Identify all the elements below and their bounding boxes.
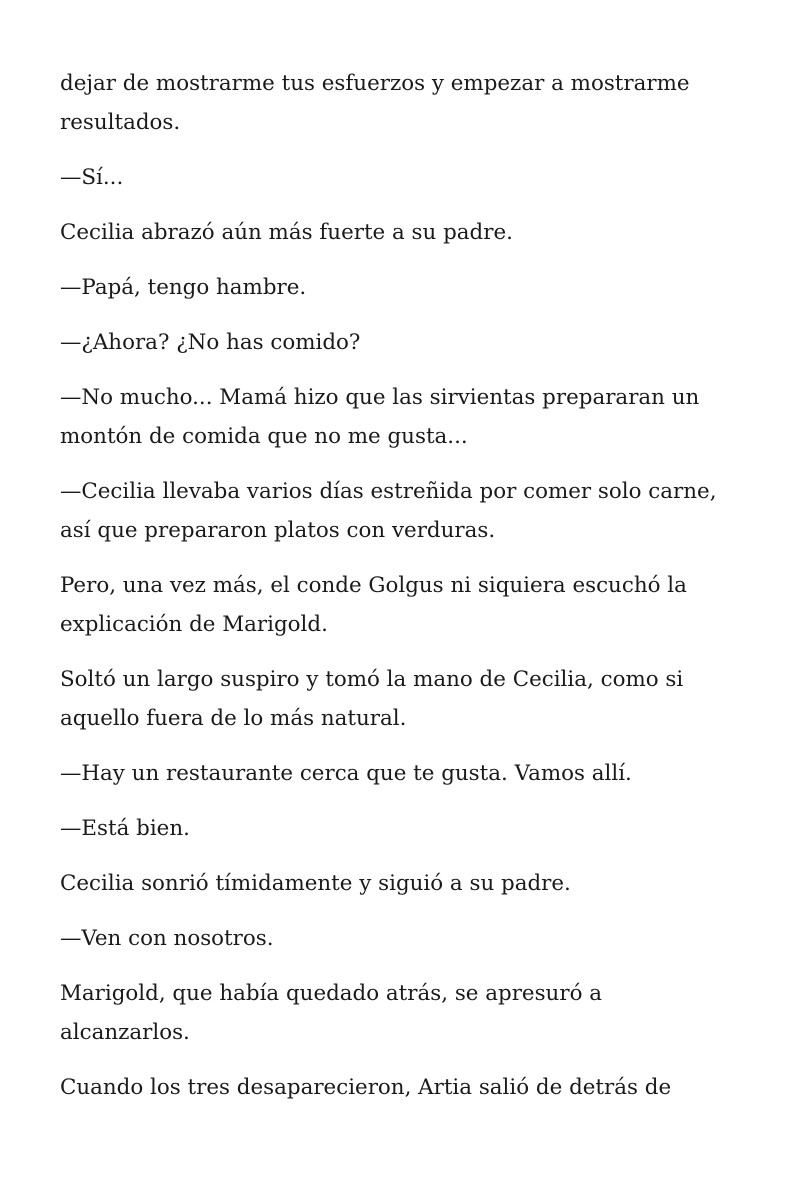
text-line: —No mucho... Mamá hizo que las sirvientas prepararan un: [60, 385, 700, 410]
paragraph: [60, 64, 740, 142]
text-line: alcanzarlos.: [60, 1020, 190, 1045]
paragraph: [60, 864, 740, 903]
paragraph: [60, 809, 740, 848]
paragraph: [60, 323, 740, 362]
text-line: —Hay un restaurante cerca que te gusta. Vamos allí.: [60, 761, 632, 786]
text-line: —Papá, tengo hambre.: [60, 275, 307, 300]
text-line: —Está bien.: [60, 816, 190, 841]
paragraph: [60, 974, 740, 1052]
text-line: así que prepararon platos con verduras.: [60, 518, 496, 543]
paragraph: [60, 754, 740, 793]
document-body: [60, 64, 740, 1107]
paragraph: [60, 660, 740, 738]
text-line: Cecilia sonrió tímidamente y siguió a su padre.: [60, 871, 571, 896]
text-line: aquello fuera de lo más natural.: [60, 706, 407, 731]
text-line: Marigold, que había quedado atrás, se apresuró a: [60, 981, 602, 1006]
text-line: —Sí...: [60, 165, 124, 190]
paragraph: [60, 472, 740, 550]
paragraph: [60, 566, 740, 644]
paragraph: [60, 378, 740, 456]
paragraph: [60, 158, 740, 197]
text-line: Pero, una vez más, el conde Golgus ni siquiera escuchó la: [60, 573, 687, 598]
text-line: montón de comida que no me gusta...: [60, 424, 468, 449]
paragraph: [60, 919, 740, 958]
text-line: —Ven con nosotros.: [60, 926, 274, 951]
text-line: Cuando los tres desaparecieron, Artia salió de detrás de: [60, 1075, 672, 1100]
text-line: explicación de Marigold.: [60, 612, 328, 637]
text-line: Soltó un largo suspiro y tomó la mano de Cecilia, como si: [60, 667, 684, 692]
text-line: dejar de mostrarme tus esfuerzos y empezar a mostrarme: [60, 71, 690, 96]
text-line: —Cecilia llevaba varios días estreñida por comer solo carne,: [60, 479, 717, 504]
text-line: resultados.: [60, 110, 181, 135]
paragraph: [60, 268, 740, 307]
paragraph: [60, 213, 740, 252]
text-line: —¿Ahora? ¿No has comido?: [60, 330, 361, 355]
text-line: Cecilia abrazó aún más fuerte a su padre.: [60, 220, 513, 245]
paragraph: [60, 1068, 740, 1107]
